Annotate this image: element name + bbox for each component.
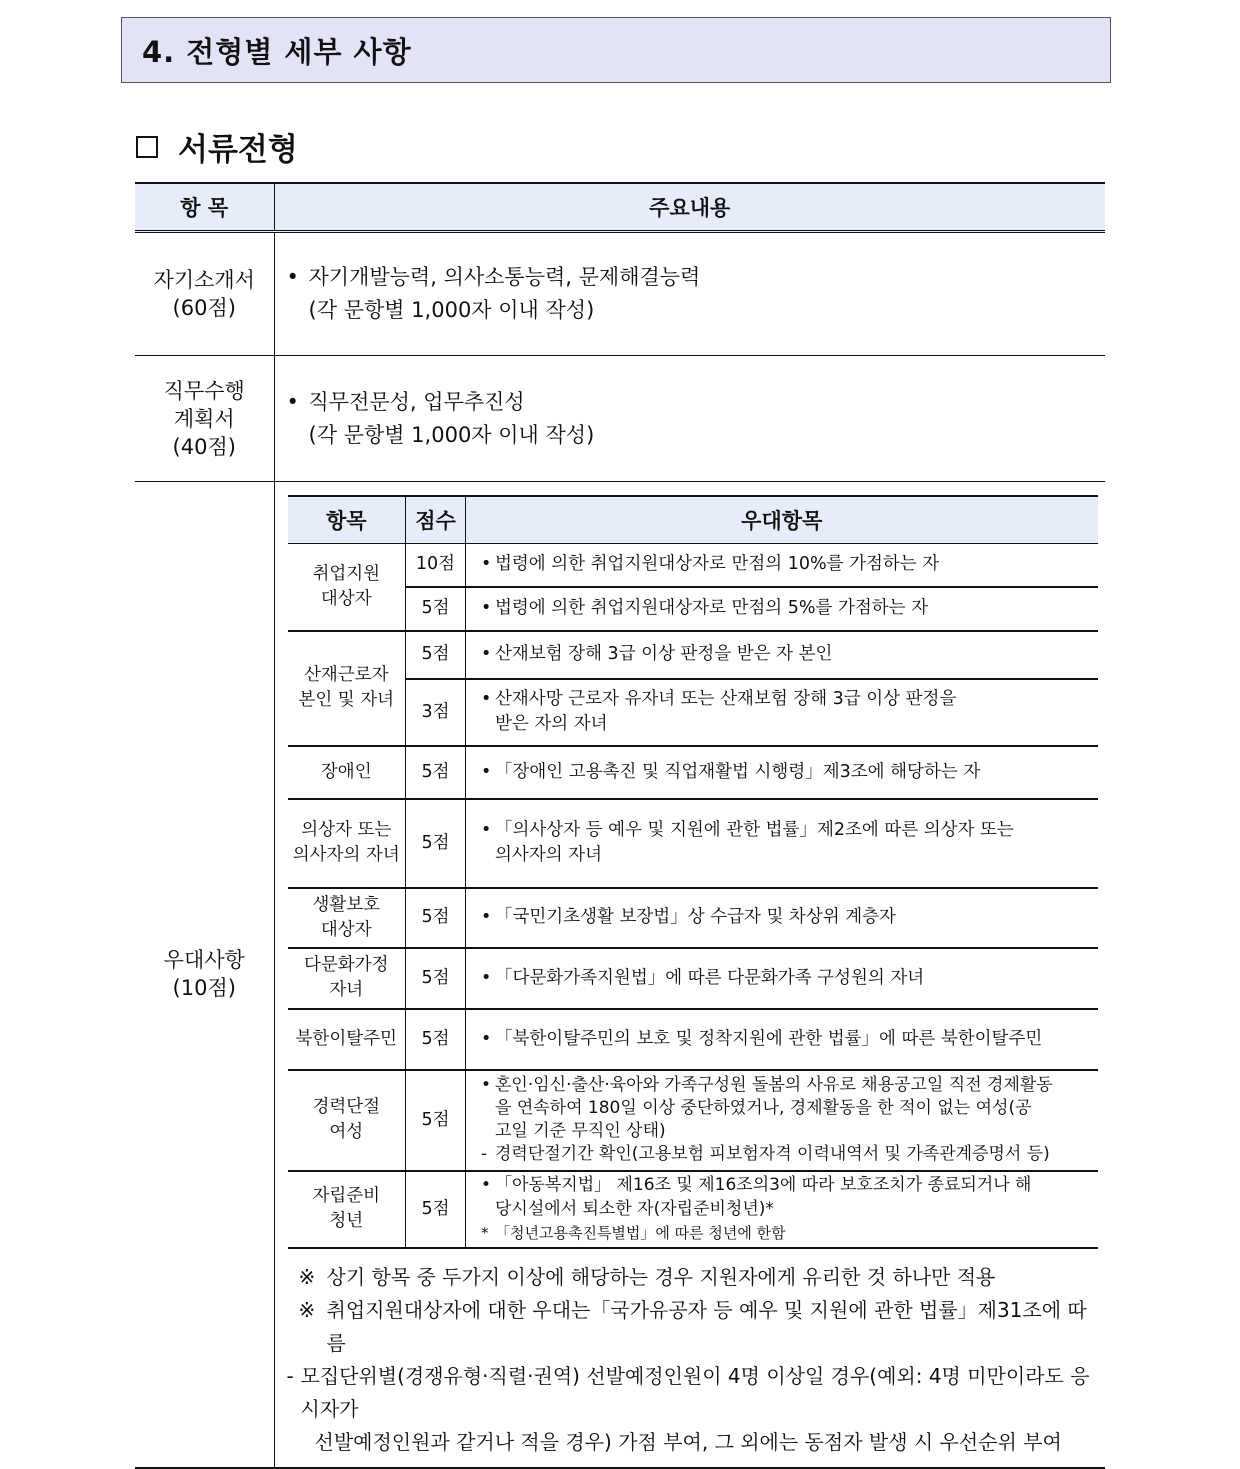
- section-title: 4. 전형별 세부 사항: [142, 34, 412, 69]
- pref-score: 10점: [406, 544, 466, 587]
- reference-mark: ※: [298, 1297, 316, 1322]
- pref-detail: • 「장애인 고용촉진 및 직업재활법 시행령」제3조에 해당하는 자: [466, 746, 1098, 799]
- pref-score: 5점: [406, 948, 466, 1009]
- pref-score: 5점: [406, 587, 466, 631]
- table-row: [288, 746, 1098, 799]
- table-row: [135, 356, 1105, 482]
- pref-detail: • 법령에 의한 취업지원대상자로 만점의 5%를 가점하는 자: [466, 587, 1098, 631]
- pref-detail: • 법령에 의한 취업지원대상자로 만점의 10%를 가점하는 자: [466, 544, 1098, 587]
- table-row: [288, 1070, 1098, 1171]
- preference-notes: ※ 상기 항목 중 두가지 이상에 해당하는 경우 지원자에게 유리한 것 하나만 적용 ※ 취업지원대상자에 대한 우대는「국가유공자 등 예우 및 지원에 관한 법률」제31조에 따름 - 모집단위별(경쟁유형·직렬·권역) 선발예정인원이 4명 이상일 경우(예외: 4명 미만이라도 응시자가 선발예정인원과 같거나 적을 경우) 가점 부여, 그 외에는 동점자 발생 시 우선순위 부여: [299, 1261, 1106, 1459]
- pref-item: 다문화가정 자녀: [288, 948, 406, 1009]
- subheading: [136, 124, 298, 169]
- pref-item: 경력단절 여성: [288, 1070, 406, 1171]
- empty-square-icon: [136, 136, 158, 158]
- pref-score: 5점: [406, 631, 466, 679]
- preference-header-row: [288, 496, 1098, 544]
- table-row: [288, 948, 1098, 1009]
- pref-header-detail: 우대항목: [466, 496, 1098, 544]
- table-row: [288, 544, 1098, 587]
- document-screening-table: [135, 182, 1105, 1469]
- header-item: 항 목: [135, 183, 274, 232]
- table-row: [288, 1009, 1098, 1070]
- note-3: 모집단위별(경쟁유형·직렬·권역) 선발예정인원이 4명 이상일 경우(예외: 4명 미만이라도 응시자가: [300, 1363, 1090, 1421]
- header-content: 주요내용: [274, 183, 1105, 232]
- table-row: [135, 232, 1105, 356]
- table-row: [288, 799, 1098, 888]
- table-row: [288, 1171, 1098, 1248]
- pref-item: 의상자 또는 의사자의 자녀: [288, 799, 406, 888]
- preference-content: [274, 482, 1105, 1468]
- pref-item: 산재근로자 본인 및 자녀: [288, 631, 406, 746]
- note-2: 취업지원대상자에 대한 우대는「국가유공자 등 예우 및 지원에 관한 법률」제31조에 따름: [326, 1297, 1087, 1355]
- pref-score: 5점: [406, 746, 466, 799]
- pref-item: 취업지원 대상자: [288, 544, 406, 631]
- table-row: [288, 888, 1098, 948]
- row-content: • 직무전문성, 업무추진성 (각 문항별 1,000자 이내 작성): [274, 356, 1105, 482]
- pref-header-score: 점수: [406, 496, 466, 544]
- row-label: 우대사항 (10점): [135, 482, 274, 1468]
- pref-item: 생활보호 대상자: [288, 888, 406, 948]
- table-row: [135, 482, 1105, 1468]
- pref-detail: • 「북한이탈주민의 보호 및 정착지원에 관한 법률」에 따른 북한이탈주민: [466, 1009, 1098, 1070]
- pref-detail: • 「국민기초생활 보장법」상 수급자 및 차상위 계층자: [466, 888, 1098, 948]
- table-header-row: [135, 183, 1105, 232]
- reference-mark: ※: [298, 1264, 316, 1289]
- pref-score: 5점: [406, 1009, 466, 1070]
- pref-score: 5점: [406, 1171, 466, 1248]
- subheading-title: 서류전형: [178, 132, 298, 168]
- pref-detail: • 산재사망 근로자 유자녀 또는 산재보험 장해 3급 이상 판정을 받은 자의 자녀: [466, 679, 1098, 746]
- row-content: • 자기개발능력, 의사소통능력, 문제해결능력 (각 문항별 1,000자 이내 작성): [274, 232, 1105, 356]
- table-row: [288, 631, 1098, 679]
- pref-score: 5점: [406, 1070, 466, 1171]
- pref-detail: • 「다문화가족지원법」에 따른 다문화가족 구성원의 자녀: [466, 948, 1098, 1009]
- pref-detail: • 혼인·임신·출산·육아와 가족구성원 돌봄의 사유로 채용공고일 직전 경제활동 을 연속하여 180일 이상 중단하였거나, 경제활동을 한 적이 없는 여성(공 고일 기준 무직인 상태) - 경력단절기간 확인(고용보험 피보험자격 이력내역서 및 가족관계증명서 등): [466, 1070, 1098, 1171]
- row-label: 자기소개서 (60점): [135, 232, 274, 356]
- pref-score: 5점: [406, 888, 466, 948]
- pref-detail: • 「의사상자 등 예우 및 지원에 관한 법률」제2조에 따른 의상자 또는 의사자의 자녀: [466, 799, 1098, 888]
- bullet: •: [286, 265, 299, 289]
- table-row: [288, 679, 1098, 746]
- preference-table: [288, 495, 1098, 1249]
- pref-header-item: 항목: [288, 496, 406, 544]
- pref-score: 5점: [406, 799, 466, 888]
- note-1: 상기 항목 중 두가지 이상에 해당하는 경우 지원자에게 유리한 것 하나만 적용: [326, 1264, 996, 1289]
- section-header: [121, 17, 1111, 83]
- pref-detail: • 「아동복지법」 제16조 및 제16조의3에 따라 보호조치가 종료되거나 해 당시설에서 퇴소한 자(자립준비청년)* * 「청년고용촉진특별법」에 따른 청년에 한함: [466, 1171, 1098, 1248]
- bullet: •: [286, 389, 299, 414]
- pref-item: 장애인: [288, 746, 406, 799]
- table-row: [288, 587, 1098, 631]
- row-label: 직무수행 계획서 (40점): [135, 356, 274, 482]
- pref-item: 자립준비 청년: [288, 1171, 406, 1248]
- pref-item: 북한이탈주민: [288, 1009, 406, 1070]
- pref-detail: • 산재보험 장해 3급 이상 판정을 받은 자 본인: [466, 631, 1098, 679]
- pref-score: 3점: [406, 679, 466, 746]
- note-3-cont: 선발예정인원과 같거나 적을 경우) 가점 부여, 그 외에는 동점자 발생 시 우선순위 부여: [314, 1429, 1062, 1454]
